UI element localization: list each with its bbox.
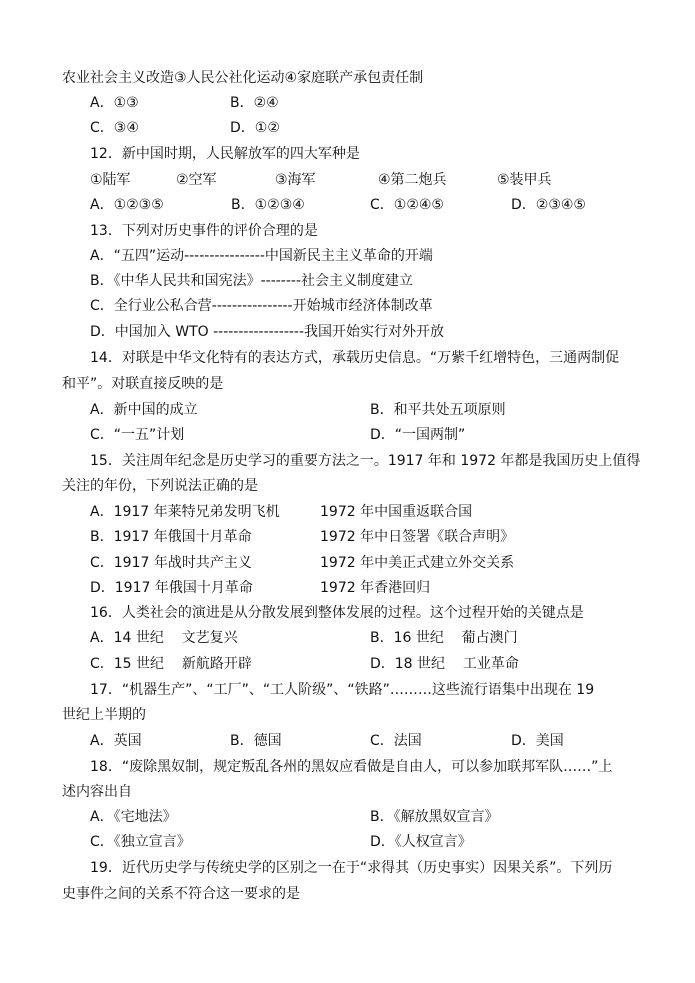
text-line: B．《解放黑奴宣言》 (370, 809, 499, 825)
text-line: D．②③④⑤ (511, 197, 586, 213)
text-line: 和平”。对联直接反映的是 (62, 376, 224, 392)
text-line: B．《中华人民共和国宪法》--------社会主义制度建立 (90, 273, 414, 289)
text-line: 18．“废除黑奴制，规定叛乱各州的黑奴应看做是自由人，可以参加联邦军队……”上 (90, 759, 613, 775)
text-line: D．1917 年俄国十月革命 (90, 580, 253, 596)
text-line: D．“一国两制” (370, 427, 466, 443)
text-line: ②空军 (176, 172, 217, 188)
text-line: D．①② (230, 120, 280, 136)
text-line: A．“五四”运动----------------中国新民主主义革命的开端 (90, 248, 433, 264)
text-line: C．《独立宣言》 (90, 834, 191, 850)
text-line: 12．新中国时期，人民解放军的四大军种是 (90, 146, 360, 162)
text-line: 史事件之间的关系不符合这一要求的是 (62, 886, 300, 902)
text-line: B．②④ (230, 95, 279, 111)
text-line: C．③④ (90, 120, 139, 136)
text-line: 14．对联是中华文化特有的表达方式，承载历史信息。“万紫千红增特色，三通两制促 (90, 350, 620, 366)
text-line: ①陆军 (90, 172, 131, 188)
text-line: B．德国 (230, 733, 282, 749)
text-line: C．全行业公私合营----------------开始城市经济体制改革 (90, 298, 433, 314)
text-line: B．16 世纪 葡占澳门 (370, 630, 518, 646)
text-line: 关注的年份，下列说法正确的是 (62, 478, 258, 494)
text-line: 世纪上半期的 (62, 707, 146, 723)
text-line: C．15 世纪 新航路开辟 (90, 656, 252, 672)
text-line: D．《人权宣言》 (370, 834, 472, 850)
text-line: A．新中国的成立 (90, 402, 198, 418)
text-line: A．1917 年莱特兄弟发明飞机 (90, 504, 280, 520)
text-line: C．①②④⑤ (370, 197, 444, 213)
text-line: D．中国加入 WTO ------------------我国开始实行对外开放 (90, 324, 445, 340)
text-line: ③海军 (275, 172, 316, 188)
text-line: C．“一五”计划 (90, 427, 185, 443)
text-line: ④第二炮兵 (378, 172, 447, 188)
text-line: 农业社会主义改造③人民公社化运动④家庭联产承包责任制 (62, 70, 424, 86)
text-line: 1972 年香港回归 (320, 580, 431, 596)
text-line: C．1917 年战时共产主义 (90, 555, 252, 571)
text-line: A．《宅地法》 (90, 809, 177, 825)
text-line: 1972 年中国重返联合国 (320, 504, 473, 520)
text-line: B．和平共处五项原则 (370, 402, 506, 418)
text-line: 1972 年中美正式建立外交关系 (320, 555, 515, 571)
text-line: 13．下列对历史事件的评价合理的是 (90, 223, 318, 239)
text-line: 16．人类社会的演进是从分散发展到整体发展的过程。这个过程开始的关键点是 (90, 605, 584, 621)
text-line: 15．关注周年纪念是历史学习的重要方法之一。1917 年和 1972 年都是我国历史上值得 (90, 453, 641, 469)
text-line: A．14 世纪 文艺复兴 (90, 630, 238, 646)
text-line: B．①②③④ (231, 197, 305, 213)
text-line: 17．“机器生产”、“工厂”、“工人阶级”、“铁路”………这些流行语集中出现在 19 (90, 682, 595, 698)
text-line: A．英国 (90, 733, 142, 749)
text-line: 19．近代历史学与传统史学的区别之一在于“求得其（历史事实）因果关系”。下列历 (90, 860, 613, 876)
text-line: 1972 年中日签署《联合声明》 (320, 529, 515, 545)
text-line: C．法国 (370, 733, 422, 749)
text-line: D．18 世纪 工业革命 (370, 656, 519, 672)
text-line: D．美国 (511, 733, 564, 749)
text-line: 述内容出自 (62, 784, 132, 800)
text-line: ⑤装甲兵 (497, 172, 552, 188)
text-line: A．①②③⑤ (90, 197, 164, 213)
text-line: B．1917 年俄国十月革命 (90, 529, 252, 545)
text-line: A．①③ (90, 95, 139, 111)
